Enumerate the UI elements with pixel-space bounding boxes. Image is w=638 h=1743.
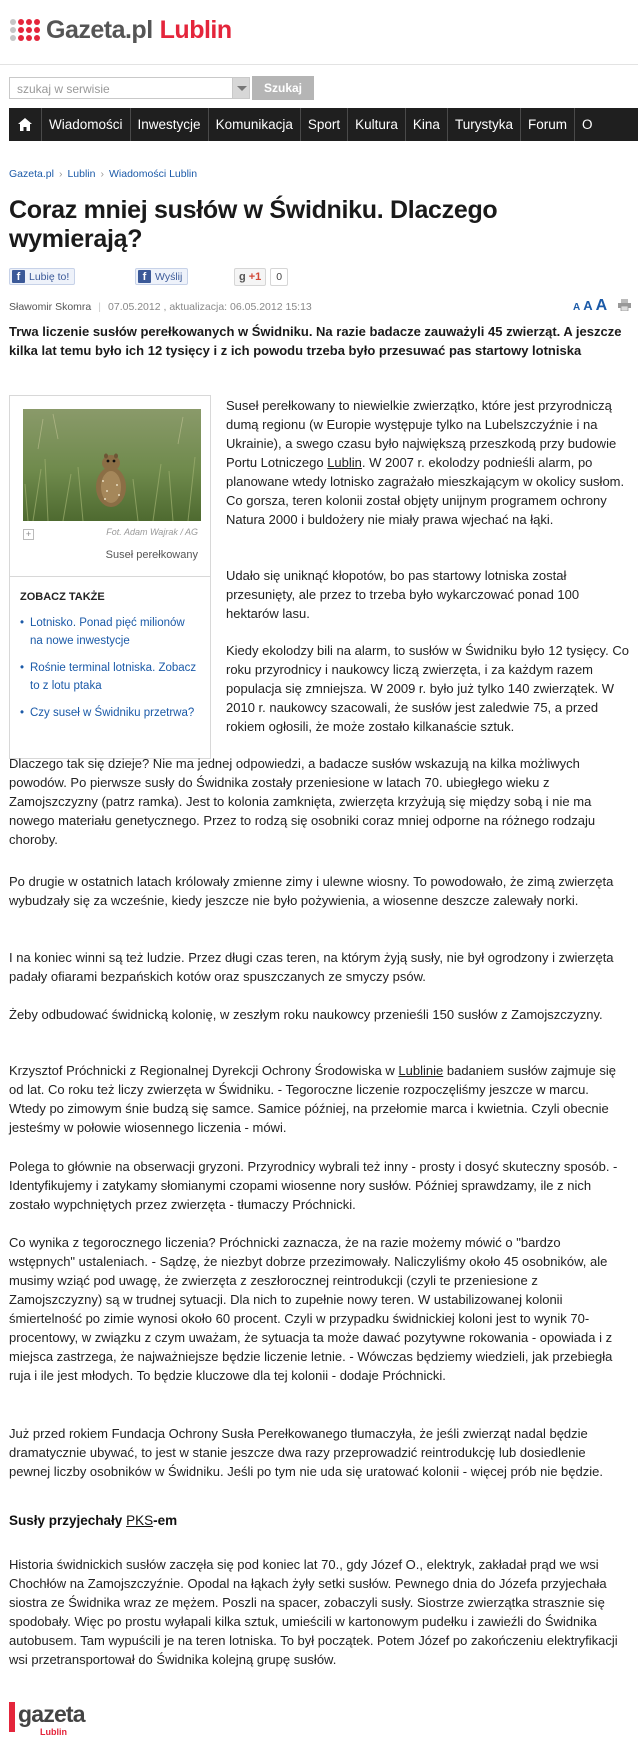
article-paragraph: Żeby odbudować świdnicką kolonię, w zeszłym roku naukowcy przenieśli 150 susłów z Zamojszczyzny. <box>9 1007 603 1022</box>
inline-link-lublin[interactable]: Lublin <box>327 455 362 470</box>
site-logo[interactable] <box>10 14 232 46</box>
paragraph-text: Krzysztof Próchnicki z Regionalnej Dyrekcji Ochrony Środowiska w <box>9 1063 399 1078</box>
heading-text: Susły przyjechały <box>9 1513 127 1528</box>
footer-logo-bar <box>9 1702 15 1732</box>
google-icon: g <box>239 271 246 283</box>
footer-logo-text: gazeta <box>18 1701 85 1727</box>
nav-item-sport[interactable]: Sport <box>301 108 348 141</box>
article-sidebox <box>9 395 211 759</box>
google-plus-count: 0 <box>270 268 288 286</box>
zoom-icon[interactable]: + <box>23 529 34 540</box>
photo-credit: Fot. Adam Wajrak / AG <box>106 527 198 537</box>
inline-link-lublinie[interactable]: Lublinie <box>398 1063 444 1078</box>
logo-dots-icon <box>10 19 40 41</box>
article-paragraph: Co wynika z tegorocznego liczenia? Próchnicki zaznacza, że na razie możemy mówić o "bardzo wstępnych" ustaleniach. - Sądzę, że niezbyt dobrze przezimowały. Naliczyliśmy około 45 osobników, ale musimy wziąć pod uwagę, że zwierzęta z zeszłorocznej reintrodukcji (czyli te przeniesione z Zamojszczyzny) są w trudnej sytuacji. Dla nich to zupełnie nowy teren. W ustabilizowanej kolonii śmiertelność po zimie wynosi około 60 procent. Czyli w przypadku świdnickiej koloni jest to wynik 70-procentowy, w związku z czym uważam, że sytuacja ta może dawać pozytywne rokowania - opowiada i z miejsca zastrzega, że najważniejsze będzie liczenie letnie. - Wówczas będziemy wiedzieli, jak przebiegła ruja i ile jest młodych. To będzie kluczowe dla tej kolonii - dodaje Próchnicki. <box>9 1235 613 1383</box>
logo-main-text: Gazeta.pl <box>46 15 153 44</box>
title-line-1: Coraz mniej susłów w Świdniku. Dlaczego <box>9 196 498 224</box>
nav-item-wiadomosci[interactable]: Wiadomości <box>42 108 131 141</box>
font-size-controls <box>573 297 607 315</box>
page-title <box>9 196 609 254</box>
article-paragraph <box>226 396 632 529</box>
article-paragraph: Polega to głównie na obserwacji gryzoni. Przyrodnicy wybrali też inny - prosty i dosyć skuteczny sposób. - Identyfikujemy i zatykamy słomianymi czopami wiosenne nory susłów. Później sprawdzamy, ile z nich zostało wypchniętych przez zwierzęta - tłumaczy Próchnicki. <box>9 1159 618 1212</box>
see-also-link[interactable]: • Lotnisko. Ponad pięć milionów na nowe inwestycje <box>20 614 200 650</box>
breadcrumb-wiadomosci-lublin[interactable]: Wiadomości Lublin <box>108 168 198 180</box>
facebook-send-button[interactable] <box>135 268 188 285</box>
send-label: Wyślij <box>155 270 183 283</box>
article-paragraph: I na koniec winni są też ludzie. Przez długi czas teren, na którym żyją susły, nie był ogrodzony i zwierzęta padały ofiarami bezpańskich kotów oraz spuszczanych ze smyczy psów. <box>9 950 614 984</box>
main-nav <box>9 108 638 141</box>
article-date: 07.05.2012 , aktualizacja: 06.05.2012 15:13 <box>108 301 312 313</box>
heading-text: -em <box>153 1513 178 1528</box>
see-also-heading: ZOBACZ TAKŻE <box>20 591 105 603</box>
paragraph-text: . W 2007 r. ekolodzy podnieśli alarm, po planowane wtedy lotnisko zagrażało mieszkającym w okolicy susłom. Co gorsza, teren kolonii został objęty unijnym programem ochrony Natura 2000 i buldożery nie miały prawa wjechać na łąki. <box>226 455 625 527</box>
breadcrumb-separator-icon: › <box>58 168 63 180</box>
facebook-icon: f <box>12 270 25 283</box>
see-also-link[interactable]: • Rośnie terminal lotniska. Zobacz to z lotu ptaka <box>20 659 200 695</box>
like-label: Lubię to! <box>29 270 70 283</box>
nav-item-forum[interactable]: Forum <box>521 108 575 141</box>
search-button[interactable]: Szukaj <box>252 76 314 100</box>
font-large-button[interactable]: A <box>595 297 608 314</box>
see-also-link[interactable]: • Czy suseł w Świdniku przetrwa? <box>20 704 200 722</box>
article-lead: Trwa liczenie susłów perełkowanych w Świdniku. Na razie badacze zauważyli 45 zwierząt. A jeszcze kilka lat temu było ich 12 tysięcy i z ich powodu trzeba było przesuwać pas startowy lotniska <box>9 324 622 358</box>
article-paragraph: Historia świdnickich susłów zaczęła się pod koniec lat 70., gdy Józef O., elektryk, zakładał prąd we wsi Chochłów na Zamojszczyźnie. Opodal na łąkach żyły setki susłów. Pewnego dnia do Józefa przyjechała siostra ze Świdnika wraz ze mężem. Poszli na spacer, zobaczyli susły. Siostrze zwierzątka strasznie się spodobały. Więc po prostu wyłapali kilka sztuk, umieścili w kartonowym pudełku i zawieźli do Świdnika autobusem. Tam wypuścili je na teren lotniska. To był początek. Potem Józef po zakończeniu elektryfikacji wsi przetransportował do Świdnika kolejną grupę susłów. <box>9 1557 618 1667</box>
gplus-label: +1 <box>248 271 262 283</box>
search-placeholder: szukaj w serwisie <box>17 82 110 96</box>
font-medium-button[interactable]: A <box>583 298 593 313</box>
nav-item-kultura[interactable]: Kultura <box>348 108 406 141</box>
title-line-2: wymierają? <box>9 225 143 253</box>
article-paragraph: Po drugie w ostatnich latach królowały zmienne zimy i ulewne wiosny. To powodowało, że zimą zwierzęta wybudzały się za wcześnie, kiedy jeszcze nie było pożywienia, a wiosenne deszcze zalewały norki. <box>9 874 614 908</box>
paragraph-text: Suseł perełkowany to niewielkie zwierzątko, które jest przyrodniczą dumą regionu (w Europie występuje tylko na Lubelszczyźnie i na Ukrainie), a swego czasu było największą przeszkodą przy budowie Portu Lotniczego <box>226 398 617 470</box>
breadcrumb-gazeta[interactable]: Gazeta.pl <box>9 168 54 180</box>
footer-logo[interactable] <box>9 1701 85 1737</box>
article-paragraph: Już przed rokiem Fundacja Ochrony Susła Perełkowanego tłumaczyła, że jeśli zwierząt nadal będzie dramatycznie ubywać, to jest w stanie jeszcze dwa razy przeprowadzić reintrodukcję lub dosiedlenie pewnej liczby osobników w Świdniku. Jeśli po tym nie uda się uratować kolonii - więcej prób nie będzie. <box>9 1426 603 1479</box>
see-also-list <box>20 614 200 731</box>
google-plus-button[interactable] <box>234 268 266 286</box>
breadcrumb-separator-icon: › <box>100 168 104 180</box>
footer-logo-city: Lublin <box>40 1727 67 1737</box>
photo-caption: Suseł perełkowany <box>105 549 198 561</box>
breadcrumb-lublin[interactable]: Lublin <box>67 168 96 180</box>
search-dropdown-icon[interactable] <box>232 77 250 99</box>
section-heading <box>9 1513 177 1528</box>
header-divider <box>0 64 638 65</box>
nav-item-inwestycje[interactable]: Inwestycje <box>131 108 209 141</box>
nav-item-turystyka[interactable]: Turystyka <box>448 108 521 141</box>
author[interactable]: Sławomir Skomra <box>9 301 92 313</box>
inline-link-pks[interactable]: PKS <box>126 1513 154 1528</box>
nav-item-more[interactable]: O <box>581 117 593 132</box>
font-small-button[interactable]: A <box>573 302 581 313</box>
google-plus-widget <box>234 268 288 286</box>
meta-separator: | <box>98 301 102 313</box>
home-icon[interactable] <box>9 108 42 141</box>
breadcrumb <box>9 168 197 180</box>
search-input[interactable] <box>9 77 233 99</box>
nav-item-komunikacja[interactable]: Komunikacja <box>209 108 301 141</box>
paragraph-text: badaniem susłów zajmuje się od lat. Co roku też liczy zwierzęta w Świdniku. - Tegoroczne liczenie rozpoczęliśmy jeszcze w marcu. Wtedy po zimowym śnie budzą się samce. Samice później, na przełomie marca i kwietnia. Czyli obecnie jesteśmy w połowie wiosennego liczenia - mówi. <box>9 1063 616 1135</box>
article-meta <box>9 301 312 313</box>
facebook-icon: f <box>138 270 151 283</box>
article-paragraph: Dlaczego tak się dzieje? Nie ma jednej odpowiedzi, a badacze susłów wskazują na kilka możliwych powodów. Po pierwsze susły do Świdnika zostały przeniesione w latach 70. ubiegłego wieku z Zamojszczyzny (patrz ramka). Jest to kolonia zamknięta, zwierzęta krzyżują się między sobą i nie ma nowego materiału genetycznego. Przez to rodzą się osobniki coraz mniej odporne na różnego rodzaju choroby. <box>9 756 596 847</box>
article-paragraph: Kiedy ekolodzy bili na alarm, to susłów w Świdniku było 12 tysięcy. Co roku przyrodnicy i naukowcy liczą zwierzęta, i za każdym razem populacja się zmniejsza. W 2009 r. było już tylko 140 zwierzątek. W 2010 r. naukowcy szacowali, że susłów jest zaledwie 75, a przed rokiem ogłosili, że może zostało kilkanaście sztuk. <box>226 643 629 734</box>
article-paragraph <box>9 1061 629 1137</box>
article-paragraph: Udało się uniknąć kłopotów, bo pas startowy lotniska został przesunięty, ale przez to trzeba było wykarczować ponad 100 hektarów lasu. <box>226 568 580 621</box>
logo-city-text: Lublin <box>159 15 232 44</box>
facebook-like-button[interactable] <box>9 268 75 285</box>
print-icon[interactable] <box>618 299 631 311</box>
nav-item-kina[interactable]: Kina <box>406 108 448 141</box>
sidebox-divider <box>10 576 210 577</box>
ground-squirrel-photo[interactable] <box>23 409 201 521</box>
